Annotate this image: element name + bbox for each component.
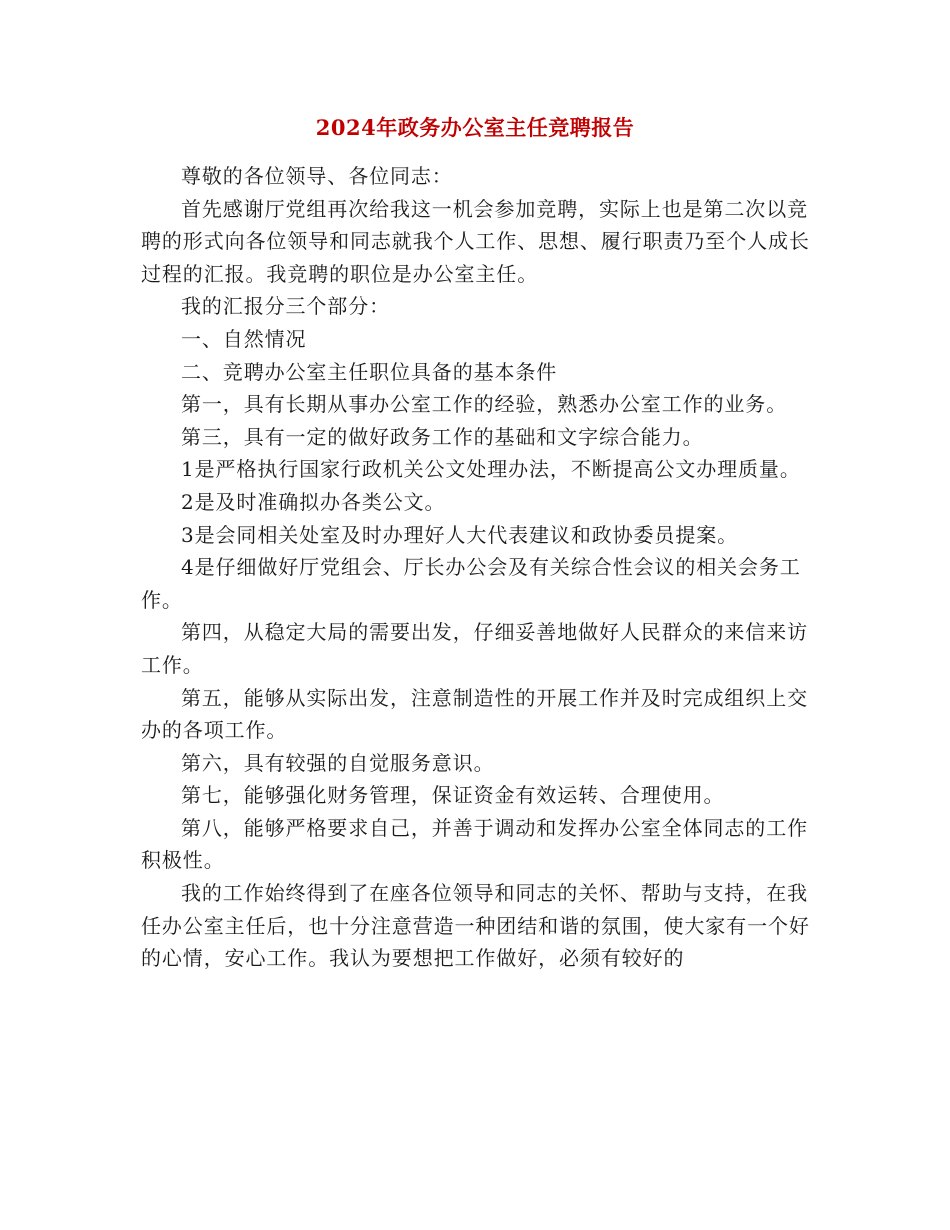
paragraph-sub-1: 1是严格执行国家行政机关公文处理办法，不断提高公文办理质量。 bbox=[181, 457, 801, 482]
paragraph-salutation: 尊敬的各位领导、各位同志： bbox=[181, 164, 453, 188]
paragraph-sub-3: 3是会同相关处室及时办理好人大代表建议和政协委员提案。 bbox=[181, 522, 739, 547]
paragraph-item-fifth: 第五，能够从实际出发，注意制造性的开展工作并及时完成组织上交办的各项工作。 bbox=[141, 685, 808, 743]
paragraph-section-2: 二、竞聘办公室主任职位具备的基本条件 bbox=[181, 359, 558, 384]
paragraph-item-first: 第一，具有长期从事办公室工作的经验，熟悉办公室工作的业务。 bbox=[181, 392, 788, 417]
paragraph-item-sixth: 第六，具有较强的自觉服务意识。 bbox=[181, 750, 495, 775]
paragraph-closing: 我的工作始终得到了在座各位领导和同志的关怀、帮助与支持，在我任办公室主任后，也十分注意营造一种团结和谐的氛围，使大家有一个好的心情，安心工作。我认为要想把工作做好，必须有较好的 bbox=[141, 881, 810, 971]
paragraph-item-eighth: 第八，能够严格要求自己，并善于调动和发挥办公室全体同志的工作积极性。 bbox=[141, 815, 808, 873]
document-title: 2024年政务办公室主任竞聘报告 bbox=[315, 115, 635, 140]
paragraph-outline: 我的汇报分三个部分： bbox=[181, 294, 390, 319]
paragraph-intro: 首先感谢厅党组再次给我这一机会参加竞聘，实际上也是第二次以竞聘的形式向各位领导和同志就我个人工作、思想、履行职责乃至个人成长过程的汇报。我竞聘的职位是办公室主任。 bbox=[141, 196, 810, 286]
paragraph-item-third: 第三，具有一定的做好政务工作的基础和文字综合能力。 bbox=[181, 424, 704, 449]
paragraph-item-fourth: 第四，从稳定大局的需要出发，仔细妥善地做好人民群众的来信来访工作。 bbox=[141, 620, 808, 677]
paragraph-item-seventh: 第七，能够强化财务管理，保证资金有效运转、合理使用。 bbox=[181, 783, 725, 808]
paragraph-sub-4: 4是仔细做好厅党组会、厅长办公会及有关综合性会议的相关会务工作。 bbox=[141, 555, 801, 612]
document-body bbox=[141, 160, 821, 975]
paragraph-sub-2: 2是及时准确拟办各类公文。 bbox=[181, 489, 446, 514]
paragraph-section-1: 一、自然情况 bbox=[181, 326, 307, 351]
